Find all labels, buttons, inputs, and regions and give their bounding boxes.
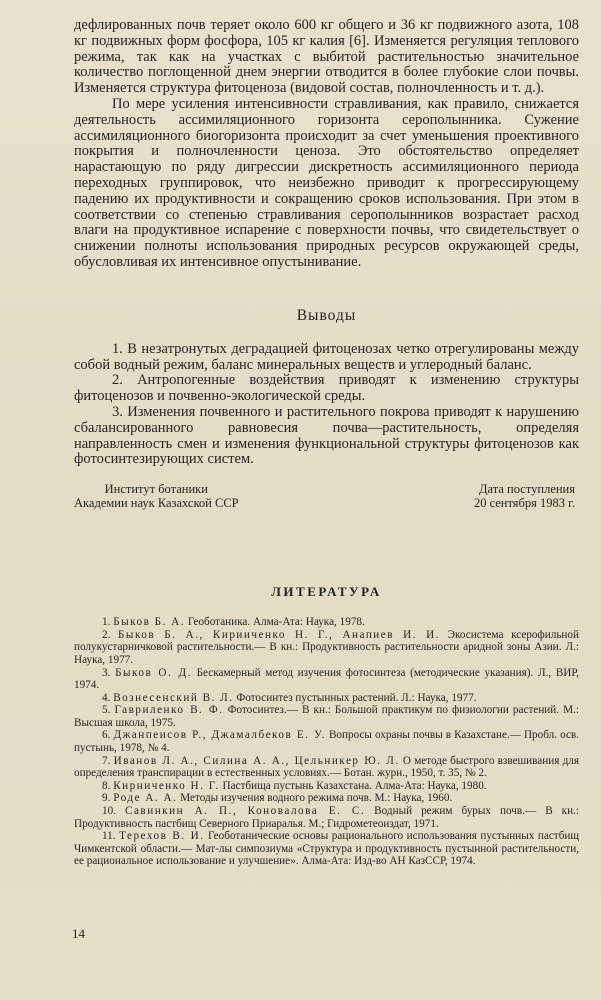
- received-date: [474, 482, 579, 510]
- date-value: 20 сентября 1983 г.: [473, 496, 575, 511]
- conclusion-item: 2. Антропогенные воздействия приводят к изменению структуры фитоценозов и почвенно-экологической среды.: [74, 372, 579, 405]
- reference-item: 9. Роде А. А. Методы изучения водного режима почв. М.: Наука, 1960.: [102, 792, 453, 805]
- reference-item: 7. Иванов Л. А., Силина А. А., Цельникер Ю. Л. О методе быстрого взвешивания для определения транспирации в естественных условиях.— Ботан. журн., 1950, т. 35, № 2.: [74, 754, 580, 780]
- conclusion-item: 1. В незатронутых деградацией фитоценозах четко отрегулированы между собой водный режим, баланс минеральных веществ и углеродный баланс.: [74, 340, 579, 373]
- reference-list: [74, 616, 579, 868]
- institute-line-1: Институт ботаники: [104, 482, 208, 497]
- reference-item: 11. Терехов В. И. Геоботанические основы рационального использования пустынных пастбищ Чимкентской области.— Мат-лы симпозиума «Структура и продуктивность пустынной растительности, ее рациональное использование и улучшение». Алма-Ата: Изд-во АН КазССР, 1974.: [74, 830, 579, 868]
- institute-affiliation: [74, 482, 239, 510]
- reference-item: 8. Кирниченко Н. Г. Пастбища пустынь Казахстана. Алма-Ата: Наука, 1980.: [102, 779, 487, 792]
- literature-heading: ЛИТЕРАТУРА: [271, 584, 382, 600]
- reference-item: 6. Джанпеисов Р., Джамалбеков Е. У. Вопросы охраны почвы в Казахстане.— Пробл. осв. пустынь, 1978, № 4.: [74, 729, 579, 755]
- page-number: 14: [72, 926, 85, 941]
- body-paragraph-1: дефлированных почв теряет около 600 кг общего и 36 кг подвижного азота, 108 кг подвижных форм фосфора, 105 кг калия [6]. Изменяется регуляция теплового режима, так как на участках с выбитой растительностью значительное количество поглощенной днем энергии отводится в более глубокие слои почвы. Изменяется структура фитоценоза (видовой состав, полночленность и т. д.).: [74, 17, 579, 97]
- reference-item: 5. Гавриленко В. Ф. Фотосинтез.— В кн.: Большой практикум по физиологии растений. М.: Высшая школа, 1975.: [74, 704, 580, 729]
- reference-item: 3. Быков О. Д. Бескамерный метод изучения фотосинтеза (методические указания). Л., ВИР, 1974.: [74, 666, 579, 692]
- conclusion-item: 3. Изменения почвенного и растительного покрова приводят к нарушению сбалансированного равновесия почва—растительность, определяя направленность смен и изменения функциональной структуры фитоценозов как фотосинтезирующих систем.: [74, 403, 579, 468]
- reference-item: 2. Быков Б. А., Кирииченко Н. Г., Анапиев И. И. Экосистема ксерофильной полукустарничковой растительности.— В кн.: Продуктивность растительности аридной зоны Азии. Л.: Наука, 1977.: [74, 628, 579, 666]
- date-label: Дата поступления: [479, 482, 575, 497]
- reference-item: 4. Вознесенский В. Л. Фотосинтез пустынных растений. Л.: Наука, 1977.: [102, 691, 477, 704]
- institute-line-2: Академии наук Казахской ССР: [74, 496, 239, 511]
- reference-item: 1. Быков Б. А. Геоботаника. Алма-Ата: Наука, 1978.: [102, 616, 365, 629]
- body-paragraph-2: По мере усиления интенсивности стравливания, как правило, снижается деятельность ассимиляционного горизонта серополынника. Сужение ассимиляционного биогоризонта происходит за счет уменьшения проективного покрытия и полночленности ценоза. Это обстоятельство определяет нарастающую по ряду дигрессии дискретность ассимиляционного периода переходных группировок, что неизбежно приводит к прогрессирующему падению их продуктивности и сокращению сроков использования. При этом в соответствии со степенью стравливания серополынников возрастает расход влаги на продуктивное испарение с поверхности почвы, что свидетельствует о снижении полноты использования природных ресурсов окружающей среды, обусловливая их интенсивное опустынивание.: [74, 95, 579, 270]
- reference-item: 10. Савинкин А. П., Коновалова Е. С. Водный режим бурых почв.— В кн.: Продуктивность пастбищ Северного Приаралья. М.; Гидрометеоиздат, 1971.: [74, 805, 580, 830]
- conclusions-heading: Выводы: [296, 306, 357, 324]
- signature-block: [74, 482, 579, 510]
